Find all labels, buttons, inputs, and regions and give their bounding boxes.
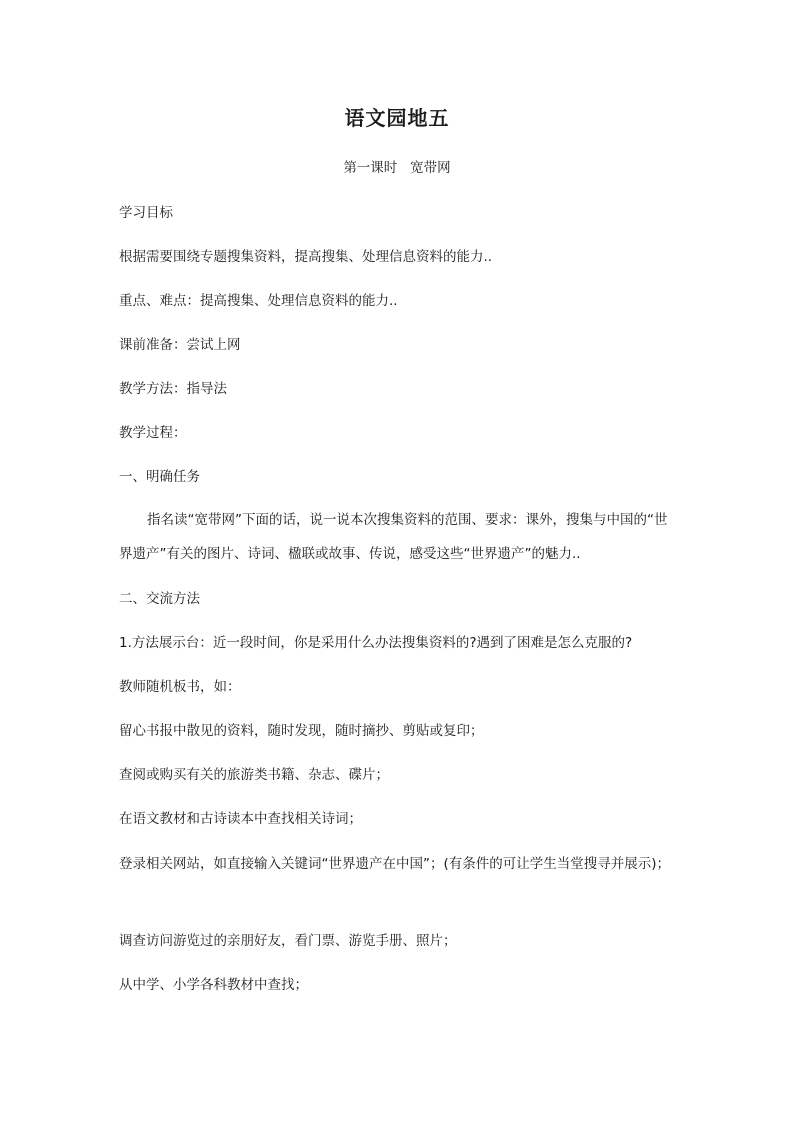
goal-text: 根据需要围绕专题搜集资料，提高搜集、处理信息资料的能力.. [119,249,493,265]
preparation-text: 课前准备：尝试上网 [119,337,241,353]
way-item-3: 在语文教材和古诗读本中查找相关诗词； [119,811,362,827]
way-item-1: 留心书报中散见的资料，随时发现，随时摘抄、剪贴或复印； [119,723,484,739]
way-item-4: 登录相关网站，如直接输入关键词“世界遗产在中国”；(有条件的可让学生当堂搜寻并展示)； [119,856,671,872]
section-1-heading: 一、明确任务 [119,469,200,485]
method-item-1: 1.方法展示台：近一段时间，你是采用什么办法搜集资料的?遇到了困难是怎么克服的? [119,635,633,651]
method-text: 教学方法：指导法 [119,381,227,397]
way-item-6: 从中学、小学各科教材中查找； [119,977,308,993]
teacher-note: 教师随机板书，如： [119,679,241,695]
way-item-5: 调查访问游览过的亲朋好友，看门票、游览手册、照片； [119,933,457,949]
key-points-text: 重点、难点：提高搜集、处理信息资料的能力.. [119,293,398,309]
goal-heading: 学习目标 [119,205,173,221]
document-subtitle: 第一课时 宽带网 [343,160,451,176]
process-heading: 教学过程： [119,425,187,441]
section-2-heading: 二、交流方法 [119,591,200,607]
way-item-2: 查阅或购买有关的旅游类书籍、杂志、碟片； [119,767,389,783]
document-title: 语文园地五 [344,106,450,130]
task-paragraph: 指名读“宽带网”下面的话，说一说本次搜集资料的范围、要求：课外，搜集与中国的“世界遗产”有关的图片、诗词、楹联或故事、传说，感受这些“世界遗产”的魅力.. [119,512,668,562]
